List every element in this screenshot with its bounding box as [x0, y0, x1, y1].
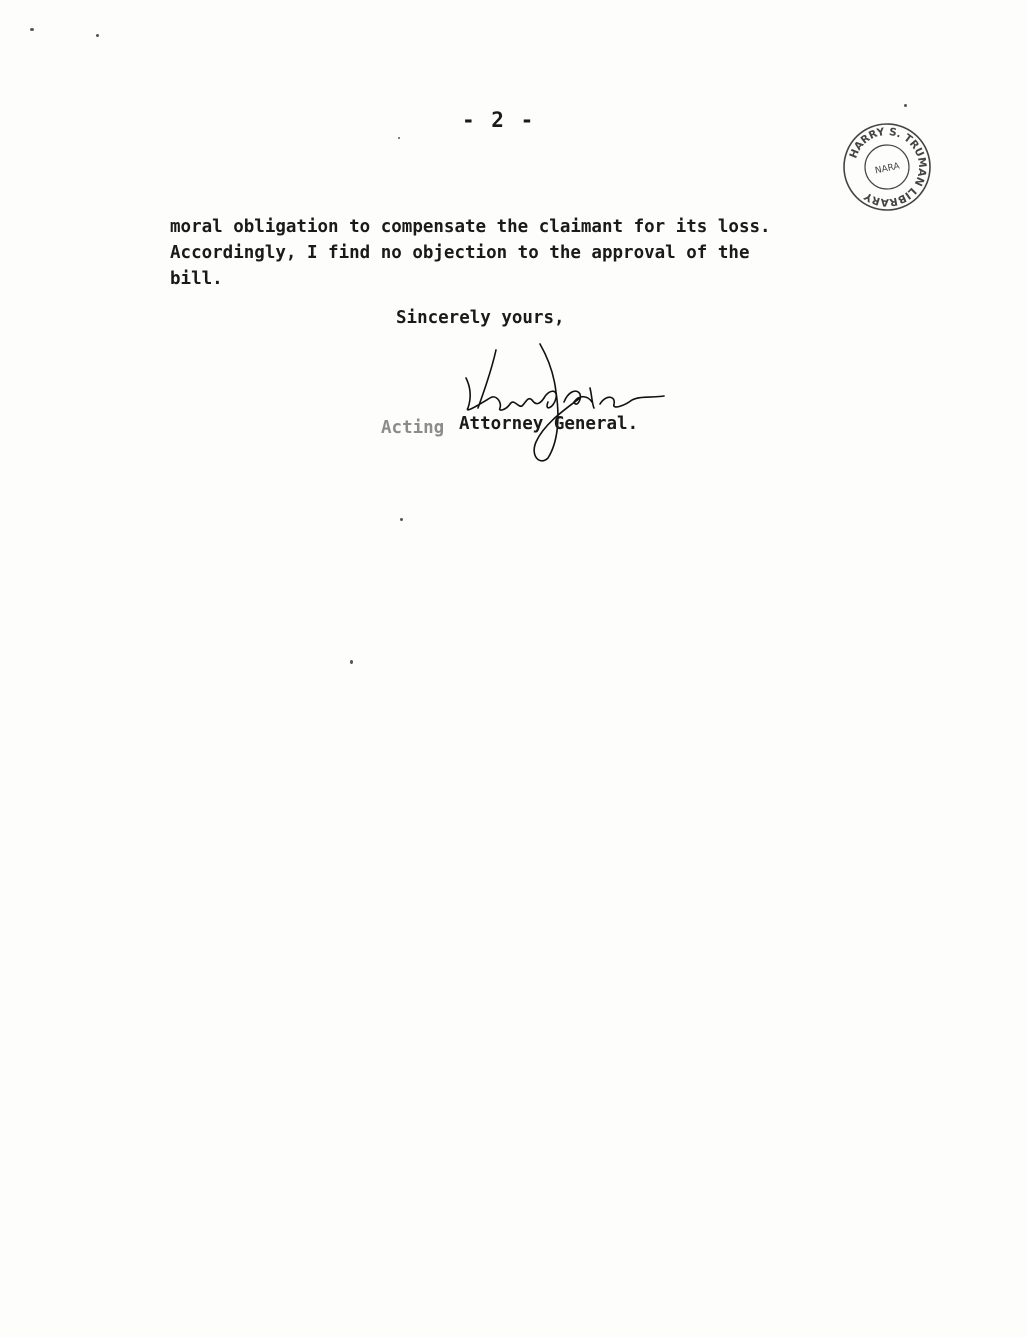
scan-speck	[398, 137, 400, 139]
scan-speck	[96, 34, 99, 37]
handwritten-signature	[440, 338, 680, 468]
acting-rubber-stamp: Acting	[381, 418, 445, 438]
scan-speck	[904, 104, 907, 107]
svg-text:HARRY S. TRUMAN LIBRARY: HARRY S. TRUMAN LIBRARY	[847, 125, 929, 209]
body-line: bill.	[170, 269, 223, 289]
scan-speck	[400, 518, 403, 521]
page-number: - 2 -	[462, 108, 536, 132]
closing-salutation: Sincerely yours,	[396, 308, 565, 328]
svg-text:NARA: NARA	[874, 161, 901, 177]
library-stamp-icon	[842, 122, 932, 212]
body-line: moral obligation to compensate the claimant for its loss.	[170, 217, 771, 237]
body-line: Accordingly, I find no objection to the approval of the	[170, 243, 750, 263]
scan-speck	[350, 660, 353, 664]
signer-title: Attorney General.	[459, 414, 639, 434]
letter-body	[170, 214, 790, 292]
scan-speck	[30, 28, 34, 31]
